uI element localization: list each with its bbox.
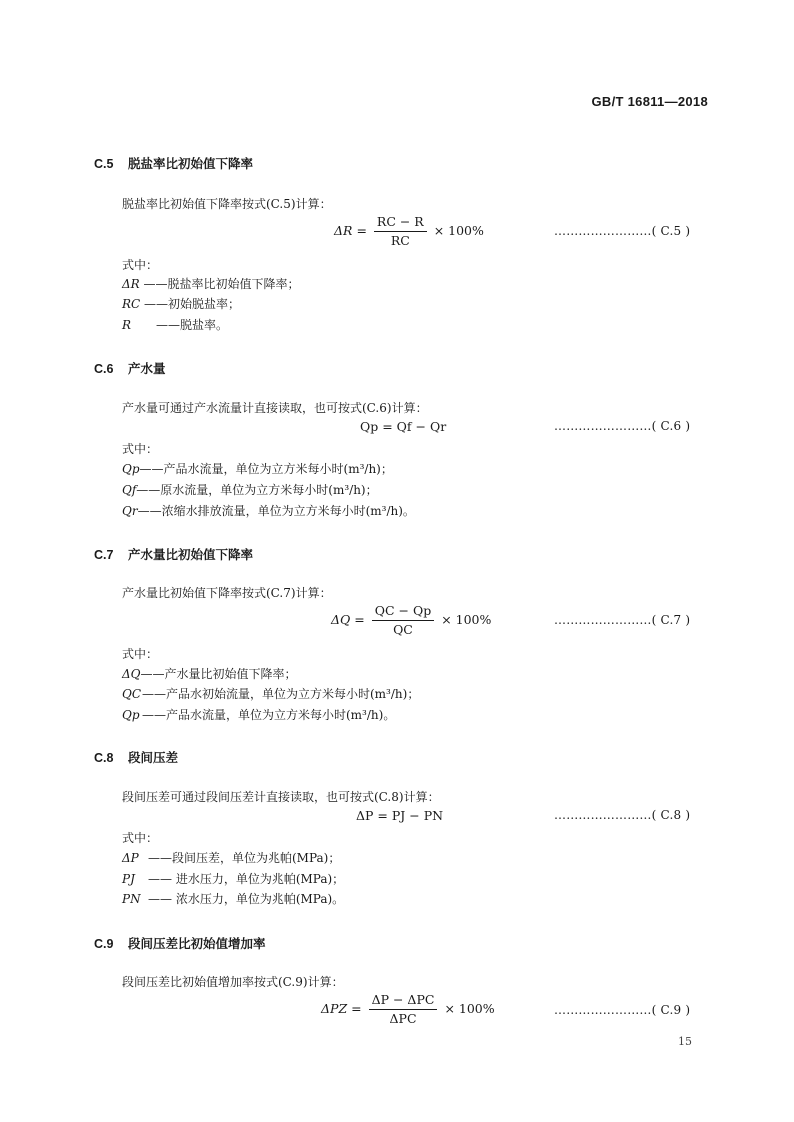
formula-fraction — [369, 992, 438, 1027]
formula-ref-c7: ……………………( C.7 ) — [554, 613, 691, 627]
formula-eq: = — [354, 612, 365, 627]
formula-numerator: ΔP − ΔPC — [369, 992, 438, 1010]
definition-text: ——初始脱盐率； — [144, 297, 241, 311]
section-number: C.8 — [94, 751, 114, 765]
formula-eq: = — [351, 1001, 362, 1016]
definition-symbol: Qf — [122, 483, 137, 497]
definition-symbol: RC — [122, 297, 141, 311]
section-title: 段间压差比初始值增加率 — [128, 937, 266, 951]
definition-line — [122, 685, 419, 702]
formula-ref-c5: ……………………( C.5 ) — [554, 224, 691, 238]
section-title: 产水量 — [128, 362, 166, 376]
section-heading-c7 — [94, 545, 253, 563]
definition-line — [122, 481, 378, 498]
intro-c5: 脱盐率比初始值下降率按式(C.5)计算： — [122, 197, 332, 211]
formula-ref-c6: ……………………( C.6 ) — [554, 419, 691, 433]
definition-line — [122, 275, 300, 292]
definition-line — [122, 665, 297, 682]
formula-ref-c8: ……………………( C.8 ) — [554, 808, 691, 822]
definition-text: ——产水量比初始值下降率； — [140, 667, 297, 681]
formula-denominator: ΔPC — [389, 1011, 417, 1026]
section-title: 段间压差 — [128, 751, 179, 765]
formula-tail: × 100% — [441, 612, 492, 627]
where-c6: 式中： — [122, 442, 159, 456]
definition-text: ——产品水流量，单位为立方米每小时(m³/h)； — [139, 462, 393, 476]
section-number: C.7 — [94, 548, 114, 562]
intro-c6: 产水量可通过产水流量计直接读取，也可按式(C.6)计算： — [122, 401, 428, 415]
where-c8: 式中： — [122, 831, 159, 845]
formula-tail: × 100% — [433, 223, 484, 238]
definition-text: ——浓缩水排放流量，单位为立方米每小时(m³/h)。 — [137, 504, 415, 518]
definition-line — [122, 706, 395, 723]
section-number: C.6 — [94, 362, 114, 376]
definition-symbol: PN — [122, 892, 141, 906]
formula-denominator: RC — [390, 233, 410, 248]
formula-numerator: QC − Qp — [372, 603, 434, 621]
formula-lhs: ΔQ — [331, 612, 351, 627]
definition-line — [122, 316, 228, 333]
section-title: 脱盐率比初始值下降率 — [128, 157, 254, 171]
formula-eq: = — [356, 223, 367, 238]
formula-ref-c9: ……………………( C.9 ) — [554, 1003, 691, 1017]
formula-c8: ΔP = PJ − PN — [356, 808, 444, 823]
definition-text: —— 浓水压力，单位为兆帕(MPa)。 — [148, 892, 345, 906]
formula-denominator: QC — [393, 622, 413, 637]
definition-symbol: ΔP — [122, 851, 139, 865]
section-number: C.5 — [94, 157, 114, 171]
formula-tail: × 100% — [444, 1001, 495, 1016]
definition-symbol: Qp — [122, 462, 140, 476]
section-heading-c8 — [94, 748, 178, 766]
formula-c7 — [331, 603, 491, 638]
formula-c5 — [334, 214, 484, 249]
formula-numerator: RC − R — [374, 214, 427, 232]
formula-lhs: ΔPZ — [321, 1001, 348, 1016]
intro-c7: 产水量比初始值下降率按式(C.7)计算： — [122, 586, 332, 600]
definition-text: ——产品水初始流量，单位为立方米每小时(m³/h)； — [142, 687, 420, 701]
where-c5: 式中： — [122, 258, 159, 272]
definition-symbol: ΔR — [122, 277, 140, 291]
intro-c8: 段间压差可通过段间压差计直接读取，也可按式(C.8)计算： — [122, 790, 440, 804]
section-heading-c9 — [94, 934, 266, 952]
definition-symbol: QC — [122, 687, 142, 701]
definition-symbol: R — [122, 318, 132, 332]
definition-text: —— 进水压力，单位为兆帕(MPa)； — [148, 872, 345, 886]
formula-lhs: ΔR — [334, 223, 353, 238]
formula-c6: Qp = Qf − Qr — [360, 419, 447, 434]
section-number: C.9 — [94, 937, 114, 951]
definition-line — [122, 890, 344, 907]
standard-code: GB/T 16811—2018 — [591, 94, 708, 109]
section-heading-c5 — [94, 154, 253, 172]
formula-fraction — [374, 214, 427, 249]
intro-c9: 段间压差比初始值增加率按式(C.9)计算： — [122, 975, 344, 989]
definition-text: ——产品水流量，单位为立方米每小时(m³/h)。 — [142, 708, 396, 722]
definition-line — [122, 295, 240, 312]
formula-c9 — [321, 992, 495, 1027]
definition-text: ——原水流量，单位为立方米每小时(m³/h)； — [136, 483, 378, 497]
definition-line — [122, 849, 340, 866]
definition-text: ——脱盐率比初始值下降率； — [143, 277, 300, 291]
page-number: 15 — [678, 1035, 692, 1048]
formula-fraction — [372, 603, 434, 638]
section-heading-c6 — [94, 359, 166, 377]
definition-symbol: Qr — [122, 504, 138, 518]
definition-symbol: ΔQ — [122, 667, 141, 681]
definition-line — [122, 502, 415, 519]
definition-text: ——段间压差，单位为兆帕(MPa)； — [148, 851, 341, 865]
definition-line — [122, 870, 344, 887]
definition-text: ——脱盐率。 — [156, 318, 229, 332]
definition-line — [122, 460, 393, 477]
definition-symbol: Qp — [122, 708, 140, 722]
definition-symbol: PJ — [122, 872, 135, 886]
where-c7: 式中： — [122, 647, 159, 661]
section-title: 产水量比初始值下降率 — [128, 548, 254, 562]
